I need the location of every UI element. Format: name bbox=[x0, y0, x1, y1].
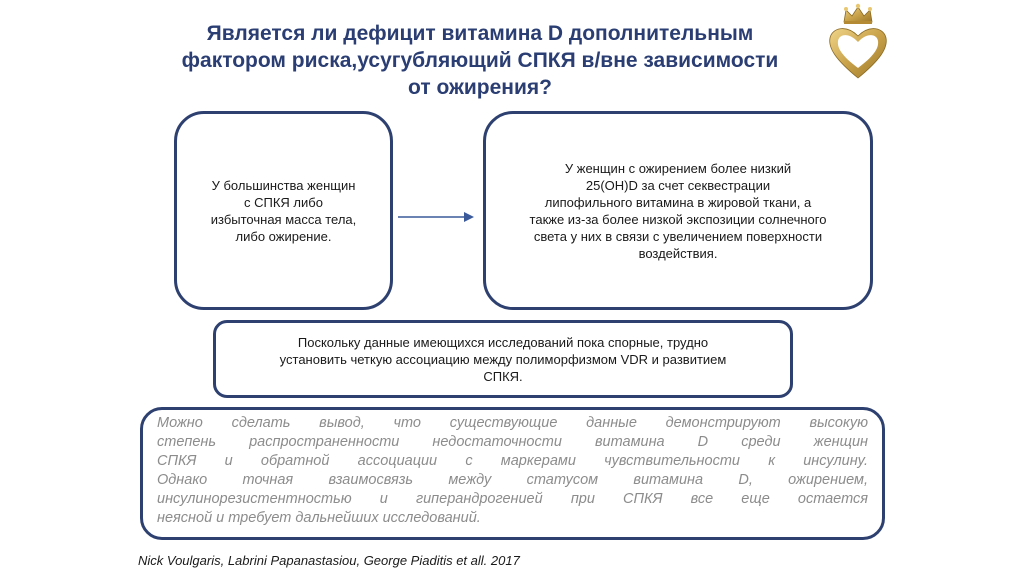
box-text-line: воздействия. bbox=[638, 245, 718, 261]
conclusion-line: СПКЯ и обратной ассоциации с маркерами чувствительности к инсулину. bbox=[157, 453, 868, 469]
box-text-line: 25(OH)D за счет секвестрации bbox=[585, 177, 771, 193]
middle-info-box bbox=[213, 320, 793, 398]
conclusion-box bbox=[140, 407, 885, 540]
conclusion-line: степень распространенности недостаточности витамина D среди женщин bbox=[157, 434, 868, 450]
box-text-line: установить четкую ассоциацию между полиморфизмом VDR и развитием bbox=[279, 351, 727, 367]
box-text-line: У большинства женщин bbox=[211, 177, 356, 193]
box-text-line: с СПКЯ либо bbox=[244, 194, 323, 210]
box-text-line: избыточная масса тела, bbox=[210, 211, 357, 227]
left-info-box bbox=[174, 111, 393, 310]
right-info-box bbox=[483, 111, 873, 310]
box-text-line: СПКЯ. bbox=[483, 368, 523, 384]
conclusion-line: инсулинорезистентностью и гиперандрогенией при СПКЯ все еще остается bbox=[157, 491, 868, 507]
title-line: от ожирения? bbox=[408, 76, 552, 99]
box-text-line: У женщин с ожирением более низкий bbox=[564, 160, 792, 176]
arrow-right-icon bbox=[396, 209, 476, 225]
box-text-line: Поскольку данные имеющихся исследований пока спорные, трудно bbox=[297, 334, 709, 350]
box-text-line: либо ожирение. bbox=[235, 228, 332, 244]
title-line: Является ли дефицит витамина D дополнительным bbox=[206, 22, 754, 45]
box-text-line: также из-за более низкой экспозиции солнечного bbox=[529, 211, 827, 227]
citation: Nick Voulgaris, Labrini Papanastasiou, George Piaditis et all. 2017 bbox=[138, 553, 520, 568]
slide-title bbox=[150, 20, 810, 101]
title-line: фактором риска,усугубляющий СПКЯ в/вне зависимости bbox=[181, 49, 779, 72]
conclusion-line: неясной и требует дальнейших исследований. bbox=[157, 510, 481, 526]
box-text-line: света у них в связи с увеличением поверхности bbox=[533, 228, 823, 244]
box-text-line: липофильного витамина в жировой ткани, а bbox=[544, 194, 812, 210]
conclusion-line: Однако точная взаимосвязь между статусом витамина D, ожирением, bbox=[157, 472, 868, 488]
crowned-heart-icon bbox=[826, 2, 890, 82]
conclusion-line: Можно сделать вывод, что существующие данные демонстрируют высокую bbox=[157, 415, 868, 431]
